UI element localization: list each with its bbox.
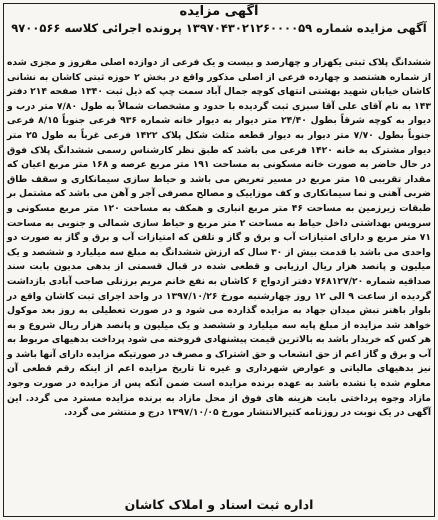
notice-body: ششدانگ پلاک ثبتی یکهزار و چهارصد و بیست و یک فرعی از دوازده اصلی مفروز و مجزی شده از شماره هشتصد و چهارده فرعی از اصلی مذکور واقع در بخش ۲ حوزه ثبتی کاشان به نشانی کاشان خیابان شهید بهشتی انتهای کوچه جمال آباد سمت چپ که ذیل ثبت ۱۳۴۰ صفحه ۲۱۴ دفتر ۱۴۳ به نام آقای علی آقا سبزی ثبت گردیده با حدود و مشخصات شمالاً به طول ۷/۸۰ متر درب و دیوار به کوچه شرقاً بطول ۲۴/۴۰ متر دیوار به دیوار خانه شماره ۹۳۶ فرعی جنوباً ۸/۱۵ فرعی جنوباً بطول ۷/۷۰ متر دیوار به دیوار قطعه مثلث شکل پلاک ۱۴۲۲ فرعی غرباً به طول ۲۵ متر دیوار مشترک به خانه ۱۴۲۰ فرعی می باشد که طبق نظر کارشناس رسمی ششدانگ پلاک فوق در حال حاضر به صورت خانه مسکونی به مساحت ۱۹۱ متر مربع عرصه و ۱۶۸ متر مربع اعیان که مقدار تقریبی ۱۵ متر مربع در مسیر تعریض می باشد و حیاط سازی سیمانکاری و سقف طاق ضربی آهنی و نما سیمانکاری و کف موزاییک و مصالح مصرفی آجر و آهن می باشد که مشتمل بر طبقات زیرزمین به مساحت ۴۶ متر مربع انباری و همکف به مساحت ۱۲۰ متر مربع مسکونی و سرویس بهداشتی داخل حیاط به مساحت ۲ متر مربع و حیاط سازی شمالی و جنوبی به مساحت ۷۱ متر مربع و دارای امتیازات آب و برق و گاز و تلفن که امتیازات آب و برق و گاز به صورت دو واحدی می باشد با قدمت بیش از ۳۰ سال که ارزش ششدانگ به مبلغ سه میلیارد و ششصد و یک میلیون و پانصد هزار ریال ارزیابی و قطعی شده در قبال قسمتی از بدهی مدیون بابت سند صداقیه شماره ۷۶۸۱۲۷/۲۰ دفتر ازدواج ۶ کاشان به نفع خانم مریم برزنلی صاحب آبادی بازداشت گردیده از ساعت ۹ الی ۱۲ روز چهارشنبه مورخ ۱۳۹۷/۱۰/۲۶ در واحد اجرای ثبت کاشان واقع در بلوار باهنر نبش میدان جهاد به مزایده گذارده می شود و در صورت تعطیلی به روز بعد موکول خواهد شد مزایده از مبلغ پایه سه میلیارد و ششصد و یک میلیون و پانصد هزار ریال شروع و به هر کس که خریدار باشد به بالاترین قیمت پیشنهادی فروخته می شود پرداخت بدهیهای مربوط به آب و برق و گاز اعم از حق انشعاب و حق اشتراک و مصرف در صورتیکه مزایده دارای آنها باشد و نیز بدهیهای مالیاتی و عوارض شهرداری و غیره تا تاریخ مزایده اعم از اینکه رقم قطعی آن معلوم شده یا نشده باشد به عهده برنده مزایده است ضمن آنکه پس از مزایده در صورت وجود مازاد وجوه پرداختی بابت هزینه های فوق از محل مازاد به برنده مزایده مسترد می گردد. این آگهی در یک نوبت در روزنامه کثیرالانتشار مورخ ۱۳۹۷/۱۰/۰۵ درج و منتشر می گردد. (7, 57, 432, 419)
notice-subtitle: آگهی مزایده شماره ۱۳۹۷۰۴۳۰۲۱۲۶۰۰۰۰۵۹ پرونده اجرائی کلاسه ۹۷۰۰۵۶۶ (11, 21, 427, 35)
notice-signature: اداره ثبت اسناد و املاک کاشان (124, 497, 314, 512)
notice-title: آگهی مزایده (179, 4, 259, 19)
